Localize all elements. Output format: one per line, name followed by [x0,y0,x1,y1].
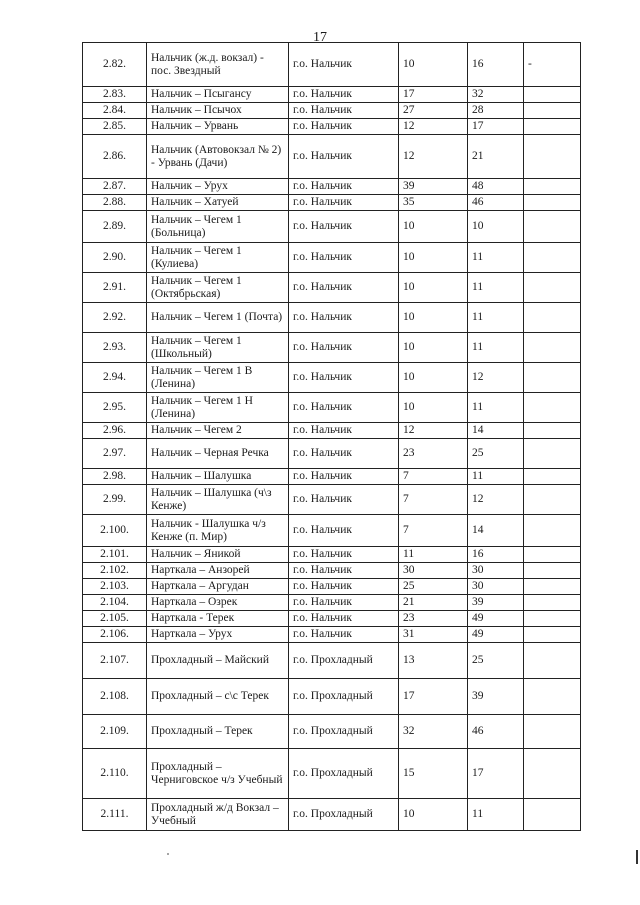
table-row [83,595,581,611]
table-row [83,103,581,119]
table-row [83,43,581,87]
cell-b: 25 [468,643,524,679]
cell-b: 11 [468,243,524,273]
cell-b: 16 [468,43,524,87]
cell-city: г.о. Нальчик [289,303,399,333]
table-row [83,303,581,333]
cell-e [524,643,581,679]
cell-num: 2.83. [83,87,147,103]
table-row [83,439,581,469]
cell-e [524,749,581,799]
cell-a: 10 [399,43,468,87]
cell-route: Нальчик (ж.д. вокзал) - пос. Звездный [147,43,289,87]
cell-a: 12 [399,135,468,179]
cell-e [524,303,581,333]
cell-route: Нальчик – Чегем 1 Н (Ленина) [147,393,289,423]
cell-a: 17 [399,679,468,715]
cell-b: 11 [468,469,524,485]
cell-b: 14 [468,423,524,439]
cell-city: г.о. Прохладный [289,799,399,831]
cell-city: г.о. Нальчик [289,333,399,363]
cell-city: г.о. Нальчик [289,119,399,135]
cell-e [524,423,581,439]
cell-city: г.о. Нальчик [289,211,399,243]
cell-city: г.о. Нальчик [289,135,399,179]
cell-e [524,595,581,611]
cell-e [524,799,581,831]
cell-num: 2.85. [83,119,147,135]
cell-a: 10 [399,393,468,423]
cell-a: 10 [399,243,468,273]
cell-route: Нальчик – Чегем 1 (Кулиева) [147,243,289,273]
cell-e [524,715,581,749]
cell-e [524,135,581,179]
cell-e [524,195,581,211]
cell-city: г.о. Нальчик [289,627,399,643]
cell-route: Прохладный – Терек [147,715,289,749]
cell-e [524,87,581,103]
cell-city: г.о. Нальчик [289,87,399,103]
cell-a: 10 [399,799,468,831]
cell-a: 7 [399,469,468,485]
cell-route: Нальчик – Черная Речка [147,439,289,469]
cell-num: 2.108. [83,679,147,715]
cell-num: 2.99. [83,485,147,515]
cell-num: 2.97. [83,439,147,469]
edge-mark [636,850,638,864]
cell-num: 2.94. [83,363,147,393]
cell-a: 7 [399,515,468,547]
cell-e [524,547,581,563]
cell-route: Нальчик – Яникой [147,547,289,563]
cell-a: 27 [399,103,468,119]
cell-route: Прохладный – Майский [147,643,289,679]
cell-city: г.о. Нальчик [289,423,399,439]
table-row [83,563,581,579]
table-row [83,799,581,831]
cell-city: г.о. Прохладный [289,643,399,679]
table-row [83,333,581,363]
cell-b: 10 [468,211,524,243]
table-row [83,119,581,135]
cell-num: 2.102. [83,563,147,579]
cell-city: г.о. Нальчик [289,611,399,627]
cell-b: 49 [468,627,524,643]
cell-city: г.о. Нальчик [289,595,399,611]
cell-e [524,627,581,643]
cell-route: Прохладный – с\с Терек [147,679,289,715]
cell-city: г.о. Нальчик [289,43,399,87]
cell-e [524,393,581,423]
cell-city: г.о. Нальчик [289,103,399,119]
cell-e [524,611,581,627]
cell-a: 35 [399,195,468,211]
cell-a: 17 [399,87,468,103]
cell-e [524,179,581,195]
cell-route: Нальчик – Чегем 1 (Почта) [147,303,289,333]
table-row [83,469,581,485]
cell-num: 2.106. [83,627,147,643]
cell-city: г.о. Нальчик [289,273,399,303]
cell-a: 13 [399,643,468,679]
cell-e [524,469,581,485]
cell-num: 2.110. [83,749,147,799]
cell-city: г.о. Нальчик [289,547,399,563]
cell-b: 11 [468,333,524,363]
cell-route: Нальчик – Урух [147,179,289,195]
table-row [83,135,581,179]
table-row [83,579,581,595]
cell-e [524,515,581,547]
cell-num: 2.93. [83,333,147,363]
cell-num: 2.101. [83,547,147,563]
cell-num: 2.90. [83,243,147,273]
cell-e [524,273,581,303]
cell-e [524,439,581,469]
cell-a: 11 [399,547,468,563]
dot-mark [167,853,169,855]
table-row [83,643,581,679]
cell-e [524,333,581,363]
cell-a: 30 [399,563,468,579]
cell-a: 23 [399,439,468,469]
cell-num: 2.98. [83,469,147,485]
cell-a: 39 [399,179,468,195]
cell-route: Нальчик – Псыгансу [147,87,289,103]
cell-route: Нарткала – Анзорей [147,563,289,579]
cell-a: 10 [399,363,468,393]
table-row [83,423,581,439]
cell-a: 10 [399,333,468,363]
cell-a: 12 [399,119,468,135]
cell-a: 23 [399,611,468,627]
cell-route: Нарткала – Озрек [147,595,289,611]
cell-route: Нальчик (Автовокзал № 2) - Урвань (Дачи) [147,135,289,179]
cell-b: 25 [468,439,524,469]
cell-num: 2.103. [83,579,147,595]
cell-route: Нальчик – Урвань [147,119,289,135]
table-row [83,243,581,273]
cell-a: 31 [399,627,468,643]
table-row [83,749,581,799]
cell-num: 2.105. [83,611,147,627]
cell-route: Нальчик – Чегем 2 [147,423,289,439]
cell-city: г.о. Нальчик [289,243,399,273]
cell-num: 2.100. [83,515,147,547]
cell-e [524,211,581,243]
table-row [83,485,581,515]
cell-b: 16 [468,547,524,563]
cell-a: 7 [399,485,468,515]
cell-a: 21 [399,595,468,611]
cell-route: Нальчик - Шалушка ч/з Кенже (п. Мир) [147,515,289,547]
cell-e [524,103,581,119]
cell-city: г.о. Нальчик [289,195,399,211]
cell-a: 32 [399,715,468,749]
cell-num: 2.95. [83,393,147,423]
cell-b: 48 [468,179,524,195]
cell-e [524,579,581,595]
cell-a: 10 [399,211,468,243]
cell-route: Нальчик – Чегем 1 (Октябрьская) [147,273,289,303]
cell-city: г.о. Нальчик [289,393,399,423]
cell-num: 2.107. [83,643,147,679]
cell-city: г.о. Прохладный [289,715,399,749]
table-row [83,195,581,211]
cell-e [524,679,581,715]
cell-route: Нальчик – Чегем 1 В (Ленина) [147,363,289,393]
table-row [83,363,581,393]
cell-city: г.о. Нальчик [289,363,399,393]
cell-num: 2.92. [83,303,147,333]
table-row [83,87,581,103]
cell-a: 10 [399,273,468,303]
cell-num: 2.109. [83,715,147,749]
cell-b: 12 [468,485,524,515]
cell-city: г.о. Нальчик [289,579,399,595]
cell-b: 39 [468,595,524,611]
cell-a: 25 [399,579,468,595]
cell-b: 28 [468,103,524,119]
cell-route: Нарткала - Терек [147,611,289,627]
cell-num: 2.84. [83,103,147,119]
cell-route: Нальчик – Чегем 1 (Больница) [147,211,289,243]
cell-b: 30 [468,563,524,579]
routes-table [82,42,581,831]
routes-table-body [83,43,581,831]
cell-b: 17 [468,119,524,135]
cell-num: 2.89. [83,211,147,243]
cell-route: Прохладный – Черниговское ч/з Учебный [147,749,289,799]
cell-num: 2.86. [83,135,147,179]
table-row [83,679,581,715]
table-row [83,515,581,547]
cell-city: г.о. Нальчик [289,485,399,515]
cell-b: 11 [468,303,524,333]
table-row [83,211,581,243]
table-row [83,547,581,563]
cell-b: 17 [468,749,524,799]
cell-city: г.о. Нальчик [289,563,399,579]
cell-e: - [524,43,581,87]
cell-num: 2.96. [83,423,147,439]
cell-num: 2.87. [83,179,147,195]
cell-a: 12 [399,423,468,439]
cell-route: Нальчик – Чегем 1 (Школьный) [147,333,289,363]
cell-route: Нальчик – Хатуей [147,195,289,211]
cell-a: 15 [399,749,468,799]
cell-b: 49 [468,611,524,627]
cell-route: Нальчик – Шалушка [147,469,289,485]
cell-num: 2.88. [83,195,147,211]
cell-e [524,363,581,393]
table-row [83,627,581,643]
cell-city: г.о. Нальчик [289,179,399,195]
cell-b: 39 [468,679,524,715]
cell-e [524,119,581,135]
cell-b: 11 [468,393,524,423]
cell-city: г.о. Нальчик [289,439,399,469]
cell-b: 11 [468,273,524,303]
cell-num: 2.104. [83,595,147,611]
cell-city: г.о. Прохладный [289,749,399,799]
table-row [83,179,581,195]
cell-b: 21 [468,135,524,179]
cell-e [524,243,581,273]
cell-b: 12 [468,363,524,393]
cell-e [524,485,581,515]
cell-city: г.о. Нальчик [289,515,399,547]
cell-route: Прохладный ж/д Вокзал – Учебный [147,799,289,831]
cell-route: Нальчик – Шалушка (ч\з Кенже) [147,485,289,515]
cell-city: г.о. Прохладный [289,679,399,715]
cell-b: 32 [468,87,524,103]
cell-a: 10 [399,303,468,333]
cell-route: Нарткала – Урух [147,627,289,643]
cell-num: 2.82. [83,43,147,87]
cell-num: 2.111. [83,799,147,831]
cell-route: Нальчик – Псычох [147,103,289,119]
table-row [83,715,581,749]
cell-b: 11 [468,799,524,831]
cell-num: 2.91. [83,273,147,303]
cell-route: Нарткала – Аргудан [147,579,289,595]
table-row [83,393,581,423]
cell-b: 30 [468,579,524,595]
table-row [83,611,581,627]
cell-b: 14 [468,515,524,547]
cell-b: 46 [468,715,524,749]
cell-city: г.о. Нальчик [289,469,399,485]
cell-b: 46 [468,195,524,211]
table-row [83,273,581,303]
page-number: 17 [313,30,327,45]
cell-e [524,563,581,579]
